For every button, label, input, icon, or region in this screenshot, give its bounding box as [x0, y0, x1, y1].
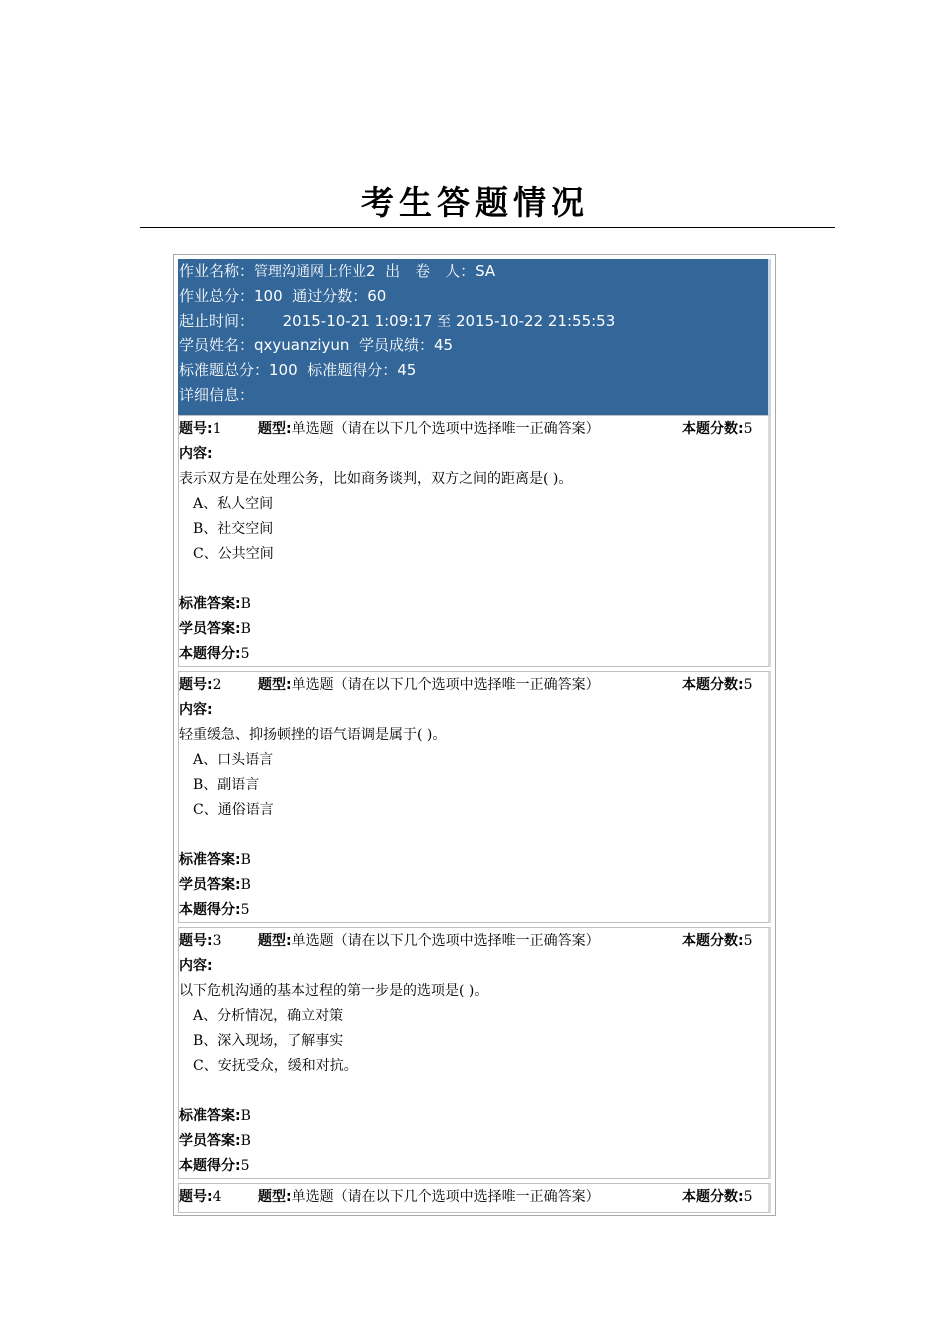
question-score: 5: [743, 1189, 753, 1205]
pass-score: 60: [367, 286, 387, 305]
question-type: 单选题（请在以下几个选项中选择唯一正确答案）: [291, 1189, 600, 1205]
end-time: 2015-10-22 21:55:53: [455, 311, 616, 330]
question-number: 3: [212, 933, 222, 949]
option-a: A、私人空间: [193, 496, 274, 512]
standard-total: 100: [269, 361, 298, 380]
option-a: A、分析情况，确立对策: [193, 1008, 344, 1024]
question-number: 2: [212, 677, 222, 693]
question-text: 轻重缓急、抑扬顿挫的语气语调是属于( )。: [179, 727, 447, 743]
standard-row: 标准题总分：100 标准题得分：45: [179, 361, 417, 380]
start-time: 2015-10-21 1:09:17: [282, 311, 433, 330]
content-label: 内容:: [179, 702, 213, 718]
homework-name: 管理沟通网上作业: [254, 264, 367, 280]
student-answer: 学员答案:B: [179, 621, 251, 637]
standard-answer: 标准答案:B: [179, 1108, 251, 1124]
question-score: 5: [743, 421, 753, 437]
answer-sheet: [173, 254, 776, 1216]
question-block: [178, 927, 771, 1179]
question-meta: 题号:4 题型:单选题（请在以下几个选项中选择唯一正确答案） 本题分数:5: [179, 1189, 753, 1205]
total-score: 100: [254, 286, 283, 305]
question-text: 表示双方是在处理公务，比如商务谈判，双方之间的距离是( )。: [179, 471, 573, 487]
time-row: 起止时间： 2015-10-21 1:09:17 至 2015-10-22 21:55:53: [179, 311, 616, 330]
student-answer: 学员答案:B: [179, 877, 251, 893]
student-row: 学员姓名：qxyuanziyun 学员成绩：45: [179, 336, 454, 355]
option-c: C、通俗语言: [193, 802, 274, 818]
standard-answer: 标准答案:B: [179, 596, 251, 612]
standard-score: 45: [397, 361, 417, 380]
homework-name-row: 作业名称：管理沟通网上作业2 出 卷 人：SA: [179, 262, 496, 280]
question-score: 5: [743, 677, 753, 693]
page-title: 考生答题情况: [361, 183, 589, 222]
detail-row: 详细信息：: [179, 385, 255, 404]
earned-score: 本题得分:5: [179, 1158, 250, 1174]
option-c: C、公共空间: [193, 546, 274, 562]
question-meta: 题号:2 题型:单选题（请在以下几个选项中选择唯一正确答案） 本题分数:5: [179, 677, 753, 693]
question-type: 单选题（请在以下几个选项中选择唯一正确答案）: [291, 421, 600, 437]
option-a: A、口头语言: [193, 752, 274, 768]
content-label: 内容:: [179, 958, 213, 974]
homework-num: 2: [366, 262, 376, 280]
question-block: [178, 671, 771, 923]
question-number: 4: [212, 1189, 222, 1205]
question-score: 5: [743, 933, 753, 949]
question-block: [178, 415, 771, 667]
title-divider: [140, 227, 835, 228]
student-name: qxyuanziyun: [254, 336, 350, 355]
question-block: [178, 1183, 771, 1213]
student-score: 45: [434, 336, 454, 355]
score-row: 作业总分：100 通过分数：60: [179, 286, 387, 305]
question-type: 单选题（请在以下几个选项中选择唯一正确答案）: [291, 677, 600, 693]
option-b: B、副语言: [193, 777, 260, 793]
question-number: 1: [212, 421, 222, 437]
student-answer: 学员答案:B: [179, 1133, 251, 1149]
homework-info-panel: [178, 259, 771, 415]
content-label: 内容:: [179, 446, 213, 462]
question-meta: 题号:3 题型:单选题（请在以下几个选项中选择唯一正确答案） 本题分数:5: [179, 933, 753, 949]
earned-score: 本题得分:5: [179, 646, 250, 662]
question-type: 单选题（请在以下几个选项中选择唯一正确答案）: [291, 933, 600, 949]
question-meta: 题号:1 题型:单选题（请在以下几个选项中选择唯一正确答案） 本题分数:5: [179, 421, 753, 437]
earned-score: 本题得分:5: [179, 902, 250, 918]
option-b: B、深入现场，了解事实: [193, 1033, 344, 1049]
author: SA: [475, 262, 496, 280]
standard-answer: 标准答案:B: [179, 852, 251, 868]
option-b: B、社交空间: [193, 521, 274, 537]
question-text: 以下危机沟通的基本过程的第一步是的选项是( )。: [179, 983, 489, 999]
option-c: C、安抚受众，缓和对抗。: [193, 1058, 358, 1074]
